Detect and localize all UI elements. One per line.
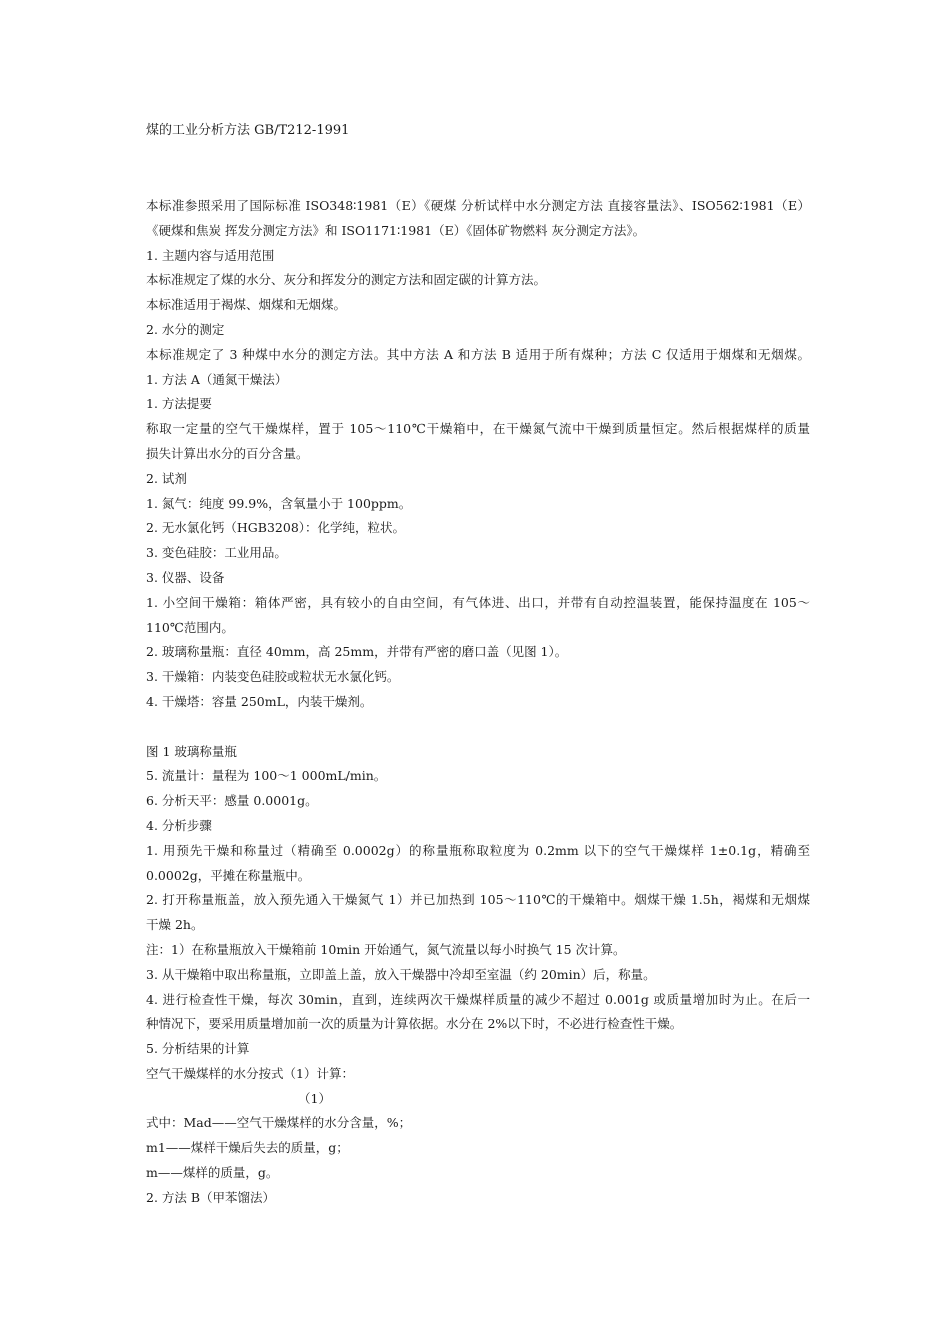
text-line: 2. 打开称量瓶盖，放入预先通入干燥氮气 1）并已加热到 105～110℃的干燥箱中。烟煤干燥 1.5h，褐煤和无烟煤 (146, 892, 810, 908)
text-line: 种情况下，要采用质量增加前一次的质量为计算依据。水分在 2%以下时，不必进行检查性干燥。 (146, 1016, 683, 1032)
text-line: 1. 小空间干燥箱：箱体严密，具有较小的自由空间，有气体进、出口，并带有自动控温装置，能保持温度在 105～ (146, 594, 810, 610)
text-line: 110℃范围内。 (146, 619, 234, 635)
text-line: 6. 分析天平：感量 0.0001g。 (146, 793, 318, 809)
text-line: 3. 变色硅胶：工业用品。 (146, 545, 287, 561)
text-line: 2. 无水氯化钙（HGB3208）：化学纯，粒状。 (146, 520, 406, 536)
text-line: 本标准规定了煤的水分、灰分和挥发分的测定方法和固定碳的计算方法。 (146, 272, 547, 288)
text-line: 4. 分析步骤 (146, 817, 212, 833)
text-line: 《硬煤和焦炭 挥发分测定方法》和 ISO1171∶1981（E）《固体矿物燃料 灰分测定方法》。 (146, 222, 646, 238)
text-line: 本标准参照采用了国际标准 ISO348∶1981（E）《硬煤 分析试样中水分测定方法 直接容量法》、ISO562∶1981（E） (146, 198, 810, 213)
document-body (146, 194, 810, 1211)
blank-line (146, 715, 810, 740)
formula-number: （1） (298, 1090, 331, 1106)
text-line: 空气干燥煤样的水分按式（1）计算： (146, 1065, 354, 1081)
text-line: 5. 流量计：量程为 100～1 000mL/min。 (146, 768, 387, 784)
text-line: 2. 玻璃称量瓶：直径 40mm，高 25mm，并带有严密的磨口盖（见图 1）。 (146, 644, 568, 660)
text-line: 5. 分析结果的计算 (146, 1041, 250, 1057)
text-line: 1. 主题内容与适用范围 (146, 247, 275, 263)
text-line: m1——煤样干燥后失去的质量，g； (146, 1140, 349, 1156)
text-line: 4. 干燥塔：容量 250mL，内装干燥剂。 (146, 693, 373, 709)
text-line: 干燥 2h。 (146, 917, 204, 933)
text-line: 3. 从干燥箱中取出称量瓶，立即盖上盖，放入干燥器中冷却至室温（约 20min）后，称量。 (146, 966, 656, 982)
text-line: 1. 方法 A（通氮干燥法） (146, 371, 288, 387)
document-title: 煤的工业分析方法 GB/T212-1991 (146, 123, 350, 138)
text-line: 本标准规定了 3 种煤中水分的测定方法。其中方法 A 和方法 B 适用于所有煤种；方法 C 仅适用于烟煤和无烟煤。 (146, 346, 810, 362)
text-line: 1. 氮气：纯度 99.9%，含氧量小于 100ppm。 (146, 495, 412, 511)
text-line: 损失计算出水分的百分含量。 (146, 445, 309, 461)
text-line: 0.0002g，平摊在称量瓶中。 (146, 867, 311, 883)
text-line: 2. 方法 B（甲苯馏法） (146, 1189, 276, 1205)
text-line: 2. 水分的测定 (146, 321, 225, 337)
text-line: 1. 用预先干燥和称量过（精确至 0.0002g）的称量瓶称取粒度为 0.2mm 以下的空气干燥煤样 1±0.1g，精确至 (146, 842, 810, 858)
text-line: 3. 干燥箱：内装变色硅胶或粒状无水氯化钙。 (146, 669, 400, 685)
text-line: 本标准适用于褐煤、烟煤和无烟煤。 (146, 297, 347, 313)
text-line: 3. 仪器、设备 (146, 569, 225, 585)
text-line: 称取一定量的空气干燥煤样，置于 105～110℃干燥箱中，在干燥氮气流中干燥到质量恒定。然后根据煤样的质量 (146, 421, 810, 437)
text-line: 图 1 玻璃称量瓶 (146, 743, 237, 759)
text-line: 1. 方法提要 (146, 396, 212, 412)
text-line: m——煤样的质量，g。 (146, 1165, 279, 1181)
text-line: 4. 进行检查性干燥，每次 30min，直到，连续两次干燥煤样质量的减少不超过 0.001g 或质量增加时为止。在后一 (146, 991, 810, 1007)
text-line: 式中：Mad——空气干燥煤样的水分含量，%； (146, 1115, 412, 1131)
text-line: 注：1）在称量瓶放入干燥箱前 10min 开始通气，氮气流量以每小时换气 15 次计算。 (146, 941, 626, 957)
text-line: 2. 试剂 (146, 470, 187, 486)
